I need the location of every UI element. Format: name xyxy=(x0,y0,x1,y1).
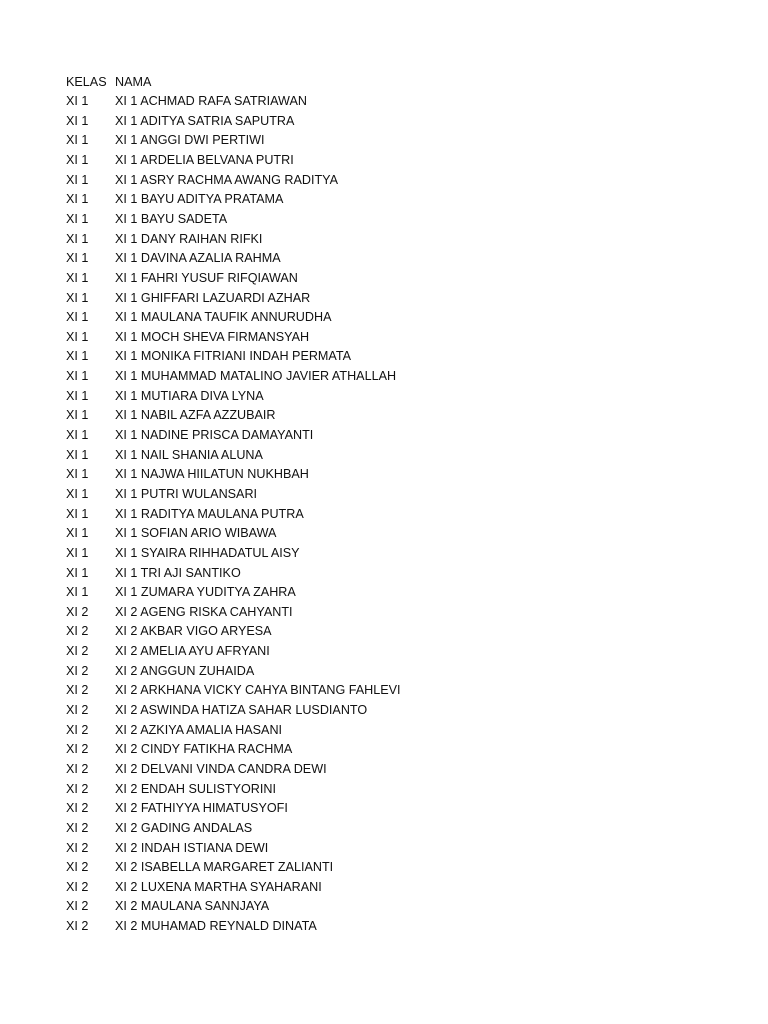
cell-kelas: XI 2 xyxy=(66,820,89,835)
cell-kelas: XI 2 xyxy=(66,663,89,678)
table-row xyxy=(66,759,401,779)
cell-kelas: XI 2 xyxy=(66,919,89,934)
cell-nama: XI 2 ANGGUN ZUHAIDA xyxy=(115,663,255,678)
cell-nama: XI 2 AKBAR VIGO ARYESA xyxy=(115,624,272,639)
table-row xyxy=(66,740,401,760)
column-header-kelas: KELAS xyxy=(66,74,107,89)
cell-kelas: XI 1 xyxy=(66,290,89,305)
table-row xyxy=(66,249,401,269)
table-row xyxy=(66,406,401,426)
table-row xyxy=(66,543,401,563)
table-row xyxy=(66,92,401,112)
cell-kelas: XI 1 xyxy=(66,388,89,403)
table-body xyxy=(66,92,401,937)
cell-nama: XI 2 ENDAH SULISTYORINI xyxy=(115,781,276,796)
cell-nama: XI 1 NAIL SHANIA ALUNA xyxy=(115,447,263,462)
table-row xyxy=(66,426,401,446)
cell-kelas: XI 2 xyxy=(66,879,89,894)
cell-kelas: XI 1 xyxy=(66,486,89,501)
cell-nama: XI 1 MAULANA TAUFIK ANNURUDHA xyxy=(115,310,332,325)
cell-nama: XI 1 PUTRI WULANSARI xyxy=(115,486,258,501)
table-row xyxy=(66,268,401,288)
cell-nama: XI 1 DAVINA AZALIA RAHMA xyxy=(115,251,281,266)
table-row xyxy=(66,897,401,917)
cell-kelas: XI 1 xyxy=(66,153,89,168)
cell-kelas: XI 1 xyxy=(66,94,89,109)
table-row xyxy=(66,818,401,838)
table-row xyxy=(66,720,401,740)
cell-nama: XI 1 SOFIAN ARIO WIBAWA xyxy=(115,526,277,541)
cell-nama: XI 1 ZUMARA YUDITYA ZAHRA xyxy=(115,585,296,600)
cell-nama: XI 1 NABIL AZFA AZZUBAIR xyxy=(115,408,276,423)
table-row xyxy=(66,858,401,878)
cell-kelas: XI 1 xyxy=(66,545,89,560)
table-row xyxy=(66,661,401,681)
cell-kelas: XI 2 xyxy=(66,899,89,914)
cell-nama: XI 1 MONIKA FITRIANI INDAH PERMATA xyxy=(115,349,352,364)
table-row xyxy=(66,504,401,524)
cell-nama: XI 2 MUHAMAD REYNALD DINATA xyxy=(115,919,317,934)
table-row xyxy=(66,445,401,465)
table-row xyxy=(66,917,401,937)
cell-kelas: XI 1 xyxy=(66,467,89,482)
cell-nama: XI 2 AZKIYA AMALIA HASANI xyxy=(115,722,283,737)
table-row xyxy=(66,151,401,171)
cell-kelas: XI 1 xyxy=(66,251,89,266)
table-row xyxy=(66,779,401,799)
cell-nama: XI 1 ACHMAD RAFA SATRIAWAN xyxy=(115,94,307,109)
cell-kelas: XI 1 xyxy=(66,369,89,384)
cell-nama: XI 1 NAJWA HIILATUN NUKHBAH xyxy=(115,467,309,482)
cell-kelas: XI 1 xyxy=(66,565,89,580)
table-row xyxy=(66,131,401,151)
cell-nama: XI 2 DELVANI VINDA CANDRA DEWI xyxy=(115,761,327,776)
cell-nama: XI 2 CINDY FATIKHA RACHMA xyxy=(115,742,293,757)
cell-nama: XI 2 FATHIYYA HIMATUSYOFI xyxy=(115,801,288,816)
cell-nama: XI 2 INDAH ISTIANA DEWI xyxy=(115,840,269,855)
cell-kelas: XI 2 xyxy=(66,742,89,757)
cell-nama: XI 2 GADING ANDALAS xyxy=(115,820,253,835)
table-row xyxy=(66,229,401,249)
table-row xyxy=(66,602,401,622)
cell-kelas: XI 2 xyxy=(66,860,89,875)
cell-nama: XI 1 TRI AJI SANTIKO xyxy=(115,565,241,580)
table-row xyxy=(66,642,401,662)
cell-kelas: XI 1 xyxy=(66,506,89,521)
table-row xyxy=(66,367,401,387)
cell-nama: XI 1 MUHAMMAD MATALINO JAVIER ATHALLAH xyxy=(115,369,397,384)
cell-kelas: XI 2 xyxy=(66,840,89,855)
cell-nama: XI 1 ANGGI DWI PERTIWI xyxy=(115,133,265,148)
cell-kelas: XI 1 xyxy=(66,526,89,541)
cell-kelas: XI 1 xyxy=(66,428,89,443)
cell-kelas: XI 1 xyxy=(66,310,89,325)
cell-nama: XI 1 DANY RAIHAN RIFKI xyxy=(115,231,263,246)
table-header-row xyxy=(66,72,401,92)
cell-kelas: XI 1 xyxy=(66,349,89,364)
cell-nama: XI 1 BAYU SADETA xyxy=(115,212,228,226)
cell-kelas: XI 1 xyxy=(66,585,89,600)
cell-nama: XI 2 ISABELLA MARGARET ZALIANTI xyxy=(115,860,334,875)
cell-kelas: XI 1 xyxy=(66,192,89,207)
table-row xyxy=(66,327,401,347)
cell-nama: XI 1 ARDELIA BELVANA PUTRI xyxy=(115,153,294,168)
table-row xyxy=(66,563,401,583)
table-row xyxy=(66,701,401,721)
cell-kelas: XI 2 xyxy=(66,801,89,816)
cell-nama: XI 1 ADITYA SATRIA SAPUTRA xyxy=(115,113,295,128)
cell-nama: XI 1 MUTIARA DIVA LYNA xyxy=(115,388,264,403)
cell-kelas: XI 1 xyxy=(66,133,89,148)
cell-kelas: XI 2 xyxy=(66,644,89,659)
cell-nama: XI 1 FAHRI YUSUF RIFQIAWAN xyxy=(115,270,298,285)
cell-kelas: XI 2 xyxy=(66,604,89,619)
table-row xyxy=(66,681,401,701)
table-row xyxy=(66,347,401,367)
cell-nama: XI 2 AMELIA AYU AFRYANI xyxy=(115,644,270,659)
table-row xyxy=(66,877,401,897)
cell-nama: XI 2 ASWINDA HATIZA SAHAR LUSDIANTO xyxy=(115,703,368,718)
cell-kelas: XI 1 xyxy=(66,212,89,226)
cell-nama: XI 1 RADITYA MAULANA PUTRA xyxy=(115,506,304,521)
table-row xyxy=(66,386,401,406)
cell-kelas: XI 1 xyxy=(66,329,89,344)
table-row xyxy=(66,622,401,642)
table-row xyxy=(66,799,401,819)
cell-nama: XI 1 ASRY RACHMA AWANG RADITYA xyxy=(115,172,339,187)
cell-nama: XI 1 NADINE PRISCA DAMAYANTI xyxy=(115,428,314,443)
cell-kelas: XI 2 xyxy=(66,624,89,639)
table-row xyxy=(66,465,401,485)
cell-kelas: XI 1 xyxy=(66,447,89,462)
column-header-nama: NAMA xyxy=(115,74,152,89)
table-row xyxy=(66,838,401,858)
cell-nama: XI 2 LUXENA MARTHA SYAHARANI xyxy=(115,879,322,894)
table-row xyxy=(66,484,401,504)
cell-kelas: XI 1 xyxy=(66,113,89,128)
student-class-table xyxy=(66,72,401,936)
cell-kelas: XI 1 xyxy=(66,408,89,423)
cell-kelas: XI 2 xyxy=(66,781,89,796)
table-row xyxy=(66,524,401,544)
cell-nama: XI 2 AGENG RISKA CAHYANTI xyxy=(115,604,293,619)
cell-kelas: XI 1 xyxy=(66,231,89,246)
table-row xyxy=(66,190,401,210)
cell-nama: XI 1 BAYU ADITYA PRATAMA xyxy=(115,192,284,207)
table-row xyxy=(66,288,401,308)
cell-kelas: XI 1 xyxy=(66,172,89,187)
table-row xyxy=(66,209,401,229)
cell-kelas: XI 2 xyxy=(66,683,89,698)
cell-nama: XI 2 MAULANA SANNJAYA xyxy=(115,899,270,914)
cell-kelas: XI 2 xyxy=(66,703,89,718)
cell-nama: XI 1 SYAIRA RIHHADATUL AISY xyxy=(115,545,300,560)
cell-kelas: XI 2 xyxy=(66,761,89,776)
cell-kelas: XI 1 xyxy=(66,270,89,285)
table-row xyxy=(66,170,401,190)
cell-nama: XI 2 ARKHANA VICKY CAHYA BINTANG FAHLEVI xyxy=(115,683,401,698)
table-row xyxy=(66,308,401,328)
table-row xyxy=(66,111,401,131)
cell-nama: XI 1 MOCH SHEVA FIRMANSYAH xyxy=(115,329,310,344)
cell-kelas: XI 2 xyxy=(66,722,89,737)
table-row xyxy=(66,583,401,603)
cell-nama: XI 1 GHIFFARI LAZUARDI AZHAR xyxy=(115,290,311,305)
